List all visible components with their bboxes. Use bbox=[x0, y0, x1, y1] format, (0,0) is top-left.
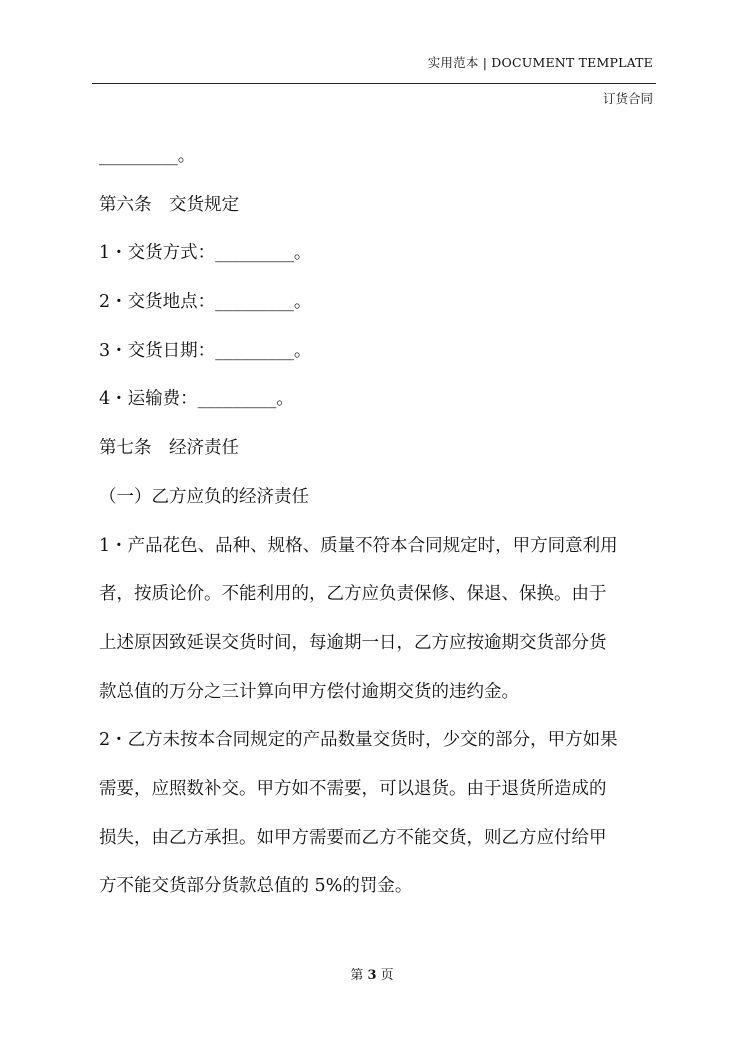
clause-delivery-date: 3・交货日期：_________。 bbox=[99, 340, 312, 361]
section-heading-article-6: 第六条 交货规定 bbox=[99, 194, 239, 215]
section-heading-article-7: 第七条 经济责任 bbox=[99, 438, 239, 459]
subsection-heading: （一）乙方应负的经济责任 bbox=[99, 486, 309, 507]
footer-suffix: 页 bbox=[380, 968, 394, 983]
body-line: 损失，由乙方承担。如甲方需要而乙方不能交货，则乙方应付给甲 bbox=[99, 827, 607, 848]
body-line: 上述原因致延误交货时间，每逾期一日，乙方应按逾期交货部分货 bbox=[99, 632, 607, 653]
header-doc-label: 实用范本 | DOCUMENT TEMPLATE bbox=[427, 55, 653, 70]
footer-prefix: 第 bbox=[350, 968, 364, 983]
page-footer bbox=[0, 964, 744, 983]
page-number: 3 bbox=[367, 968, 377, 983]
header-divider bbox=[92, 83, 656, 84]
header-subtitle: 订货合同 bbox=[602, 91, 653, 106]
body-line: 1・产品花色、品种、规格、质量不符本合同规定时，甲方同意利用 bbox=[99, 535, 618, 556]
body-line: 2・乙方未按本合同规定的产品数量交货时，少交的部分，甲方如果 bbox=[99, 730, 618, 751]
document-body bbox=[99, 141, 659, 920]
clause-delivery-location: 2・交货地点：_________。 bbox=[99, 292, 312, 313]
body-line: 需要，应照数补交。甲方如不需要，可以退货。由于退货所造成的 bbox=[99, 778, 607, 799]
body-line: 者，按质论价。不能利用的，乙方应负责保修、保退、保换。由于 bbox=[99, 584, 607, 605]
body-line: _________。 bbox=[99, 146, 196, 166]
body-line: 款总值的万分之三计算向甲方偿付逾期交货的违约金。 bbox=[99, 681, 519, 702]
clause-shipping-fee: 4・运输费：_________。 bbox=[99, 389, 294, 410]
body-line: 方不能交货部分货款总值的 5%的罚金。 bbox=[99, 876, 413, 897]
clause-delivery-method: 1・交货方式：_________。 bbox=[99, 243, 312, 264]
